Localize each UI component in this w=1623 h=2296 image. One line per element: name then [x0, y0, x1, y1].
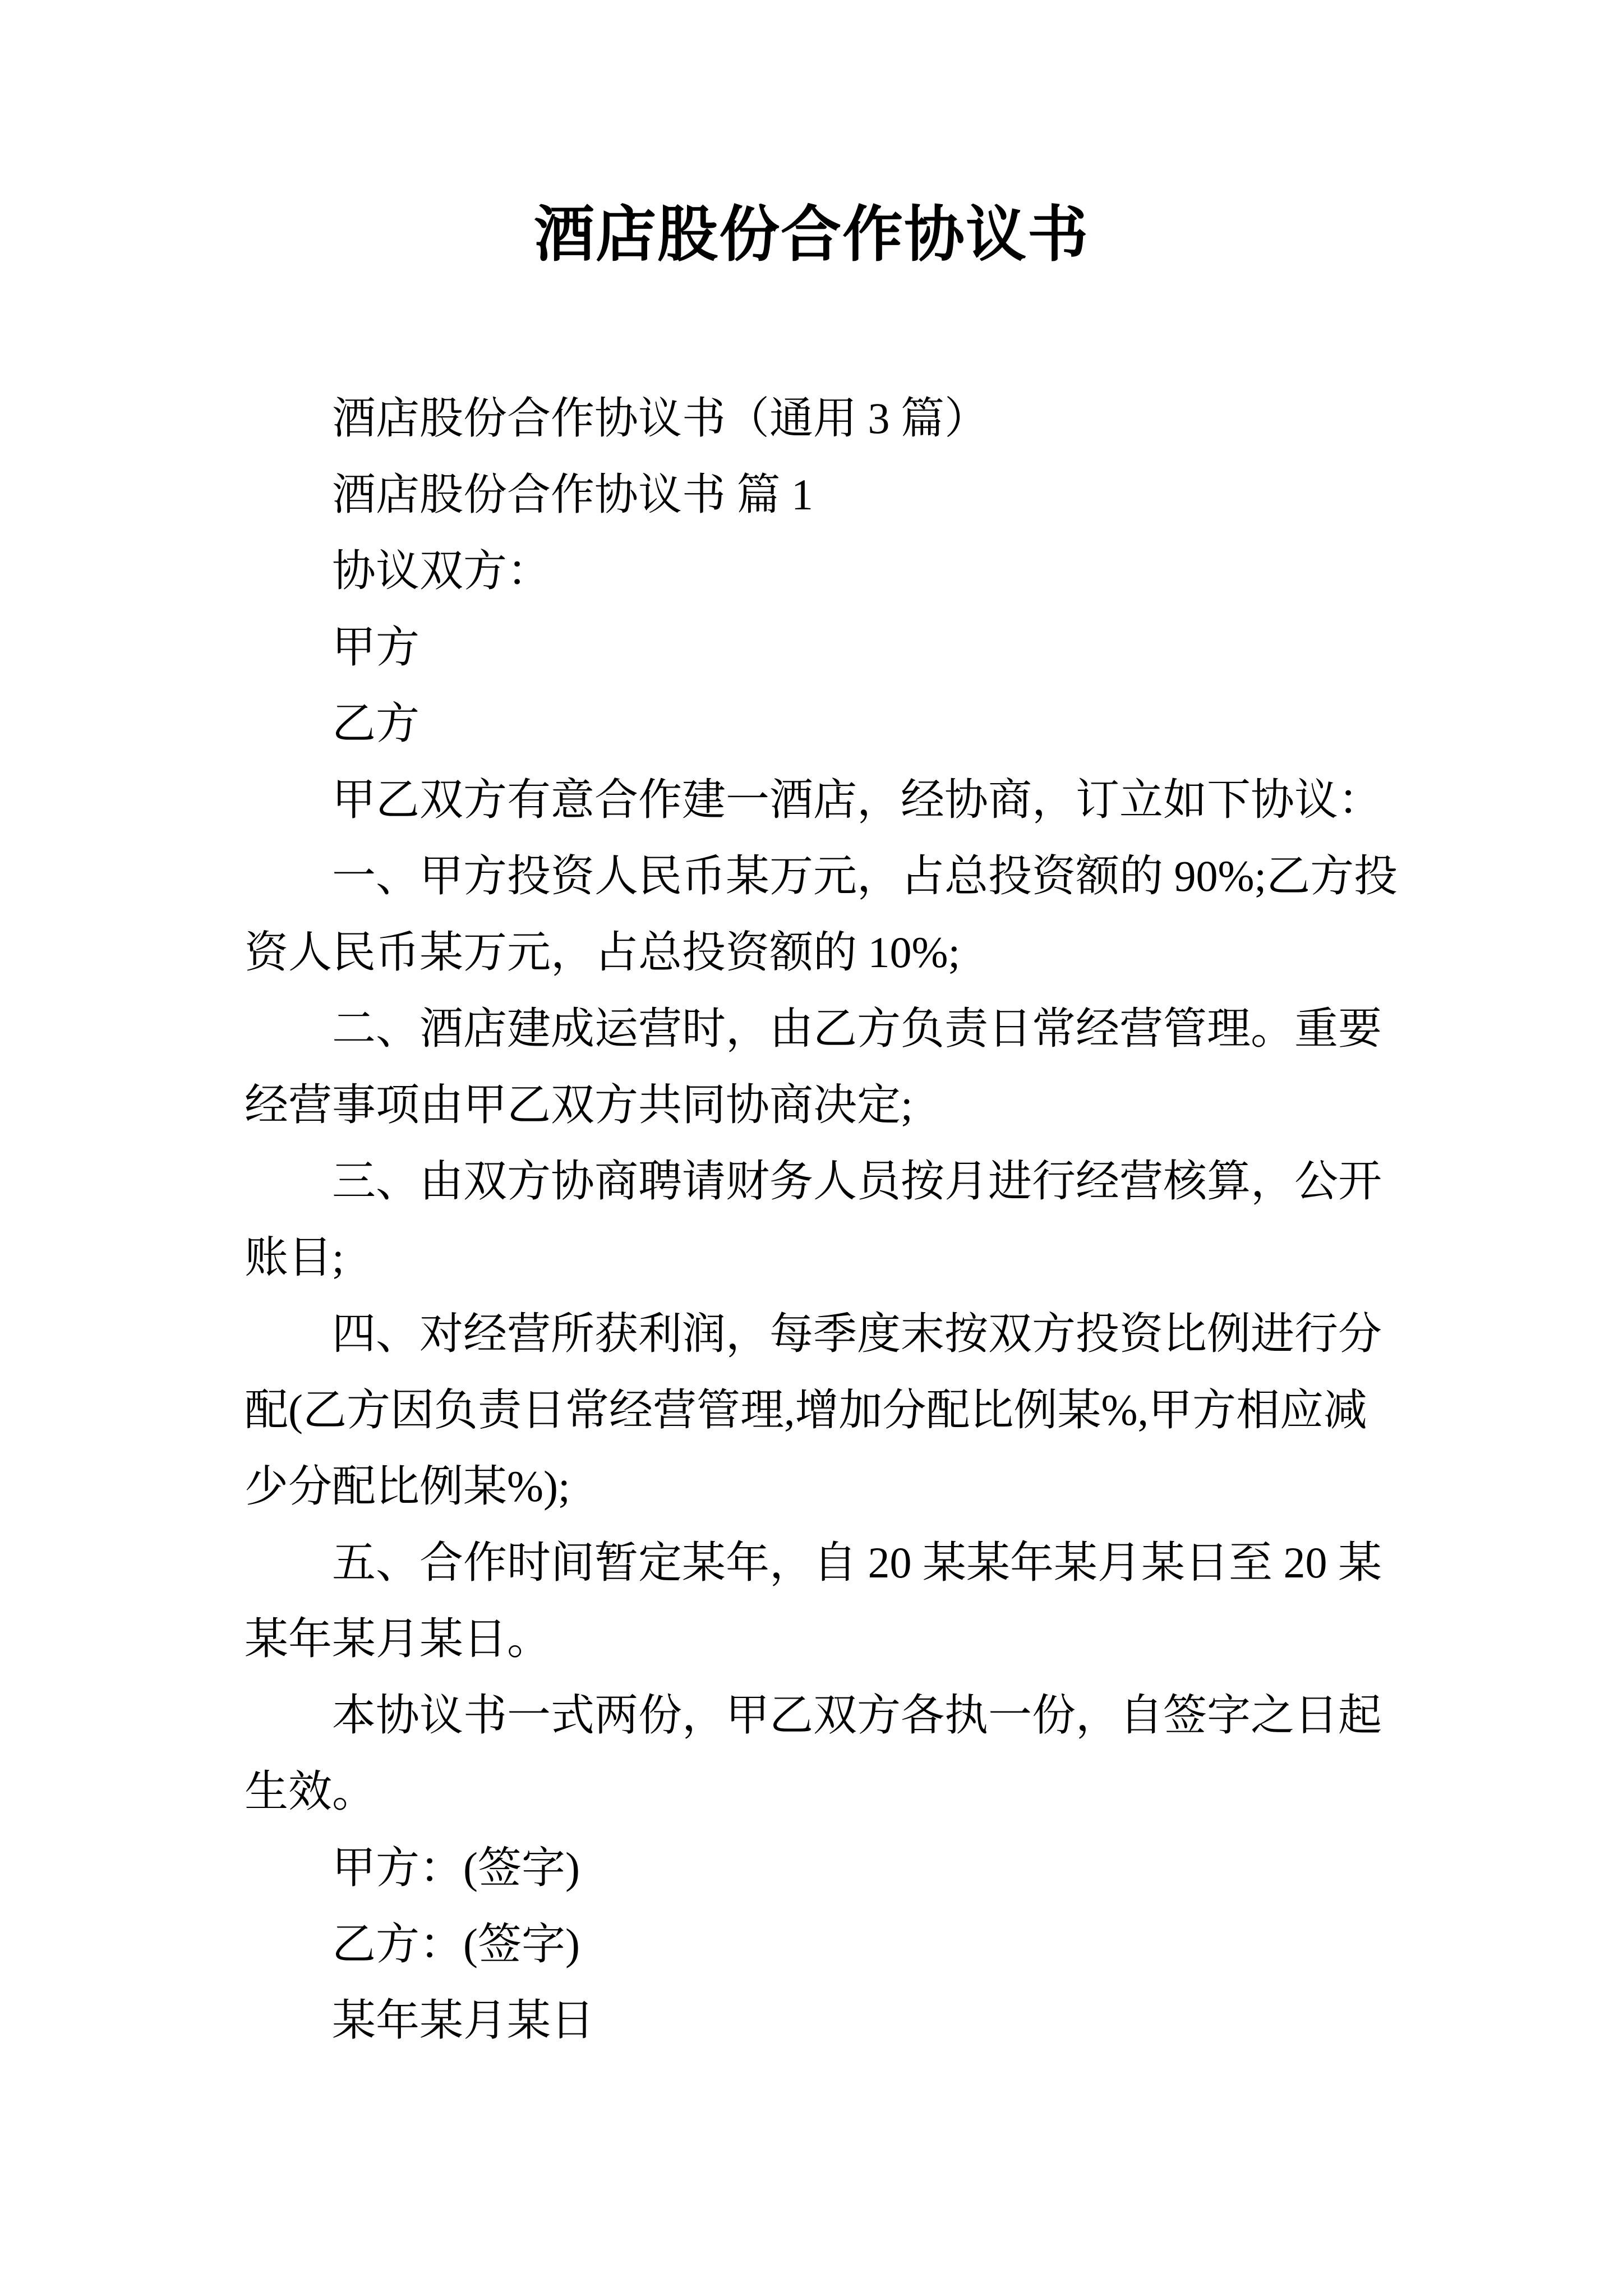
- text-line: 酒店股份合作协议书 篇 1: [332, 470, 814, 519]
- text-line: 某年某月某日: [332, 1996, 595, 2045]
- text-line: 酒店股份合作协议书（通用 3 篇）: [332, 394, 989, 443]
- text-line: 五、合作时间暂定某年，自 20 某某年某月某日至 20 某: [332, 1538, 1382, 1587]
- text-line: 配(乙方因负责日常经营管理,增加分配比例某%,甲方相应减: [245, 1386, 1367, 1434]
- text-line: 乙方：(签字): [332, 1920, 580, 1968]
- text-line: 甲方：(签字): [332, 1843, 580, 1892]
- text-line: 乙方: [332, 699, 420, 748]
- text-line: 少分配比例某%);: [245, 1462, 570, 1511]
- document-title: 酒店股份合作协议书: [533, 202, 1089, 269]
- text-line: 甲乙双方有意合作建一酒店，经协商，订立如下协议：: [332, 775, 1382, 824]
- text-line: 二、酒店建成运营时，由乙方负责日常经营管理。重要: [332, 1004, 1382, 1053]
- text-line: 生效。: [245, 1767, 376, 1816]
- text-line: 经营事项由甲乙双方共同协商决定;: [245, 1080, 913, 1129]
- text-line: 甲方: [332, 623, 420, 671]
- text-line: 账目;: [245, 1233, 344, 1282]
- text-line: 三、由双方协商聘请财务人员按月进行经营核算，公开: [332, 1157, 1382, 1205]
- text-line: 协议双方：: [332, 546, 551, 595]
- text-line: 四、对经营所获利润，每季度末按双方投资比例进行分: [332, 1309, 1382, 1358]
- text-line: 资人民币某万元，占总投资额的 10%;: [245, 928, 961, 977]
- text-line: 一、甲方投资人民币某万元，占总投资额的 90%;乙方投: [332, 852, 1398, 900]
- text-line: 本协议书一式两份，甲乙双方各执一份，自签字之日起: [332, 1691, 1382, 1740]
- document-body: [245, 380, 1398, 2059]
- text-line: 某年某月某日。: [245, 1614, 551, 1663]
